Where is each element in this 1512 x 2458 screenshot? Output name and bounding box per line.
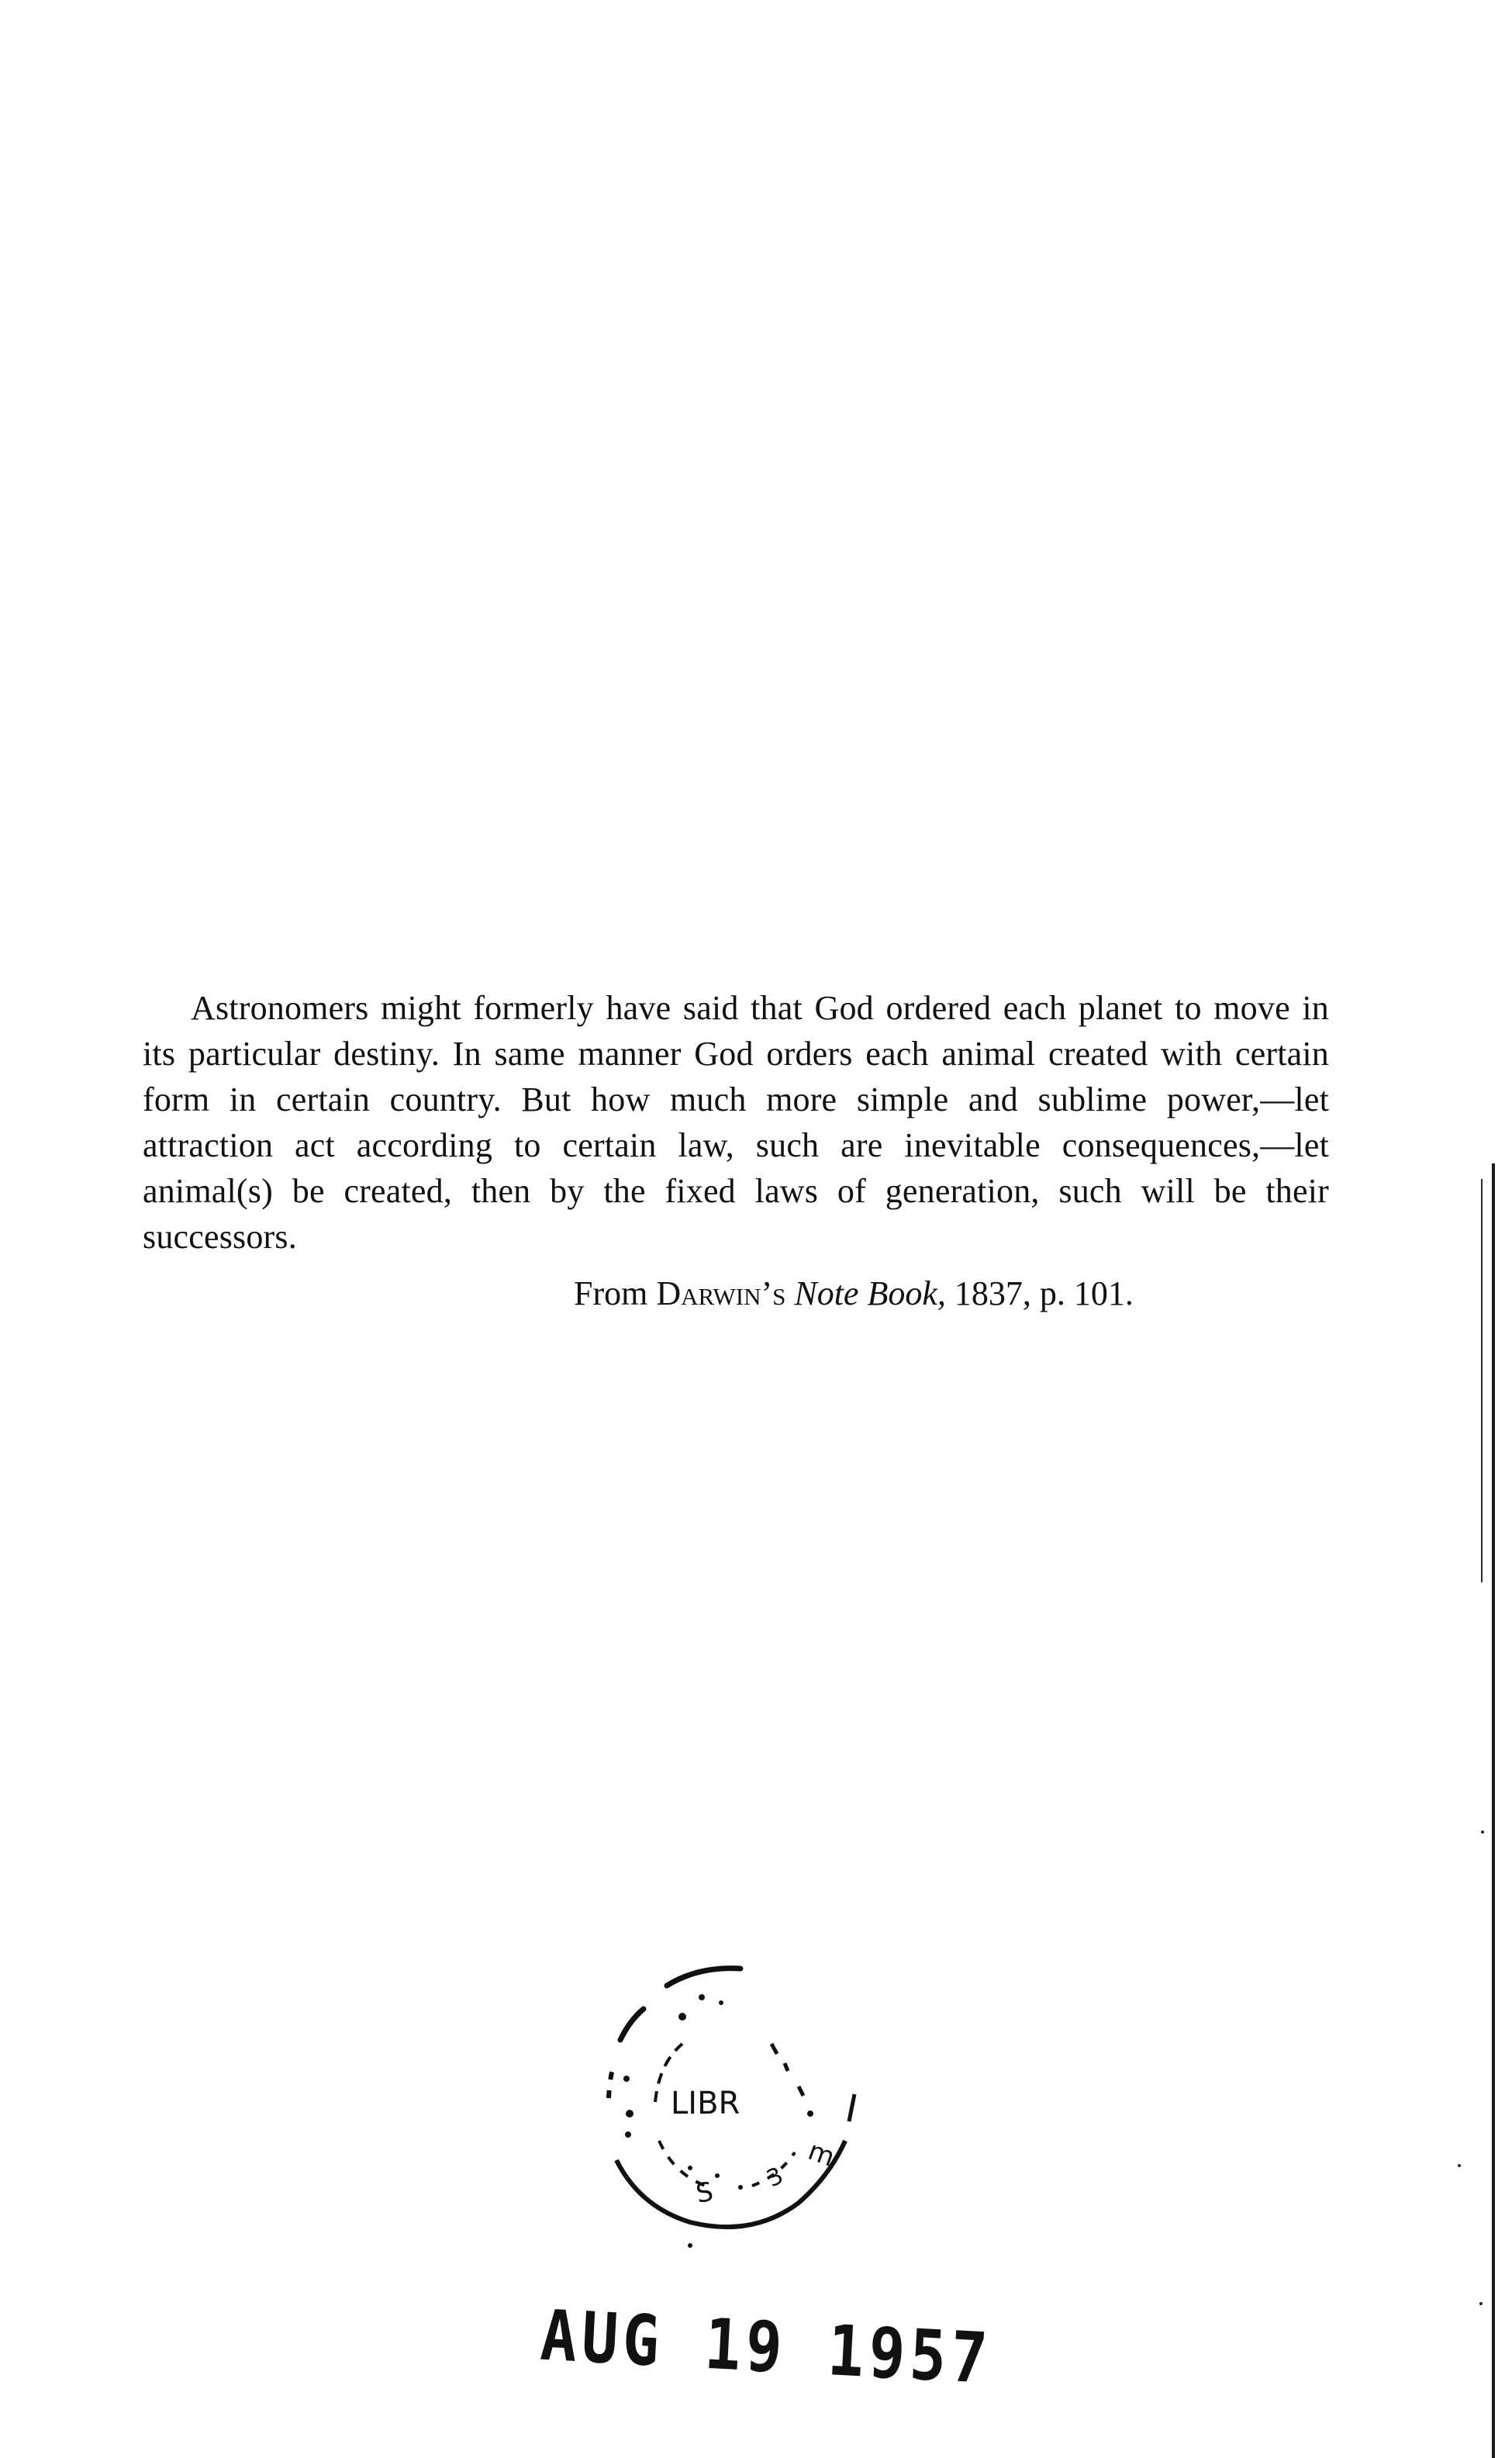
- library-stamp-graphic: [574, 1955, 884, 2265]
- attribution-author: Darwin’s: [656, 1274, 786, 1312]
- attribution-details: 1837, p. 101.: [954, 1274, 1134, 1312]
- epigraph-attribution: [143, 1270, 1329, 1316]
- svg-text:LIBR: LIBR: [671, 2086, 740, 2121]
- svg-text:S: S: [693, 2176, 716, 2210]
- scan-speck: [1479, 2302, 1483, 2305]
- page-edge-line: [1492, 1163, 1495, 2458]
- epigraph: [143, 985, 1329, 1316]
- date-stamp: AUG 19 1957: [538, 2296, 994, 2400]
- scan-speck: [1458, 2164, 1461, 2167]
- epigraph-text: Astronomers might formerly have said that God ordered each planet to move in its particular destiny. In same manner God orders each animal created with certain form in certain country. But how much more simple and sublime power,—let attraction act according to certain law, such are inevitable consequences,—let animal(s) be created, then by the fixed laws of generation, such will be their successors.: [143, 989, 1329, 1256]
- attribution-prefix: From: [574, 1274, 648, 1312]
- svg-text:3: 3: [762, 2162, 788, 2194]
- svg-text:m: m: [803, 2135, 839, 2173]
- library-stamp: [574, 1955, 884, 2265]
- page-edge-line-thin: [1481, 1179, 1483, 1582]
- attribution-title: Note Book,: [794, 1274, 946, 1312]
- scan-speck: [1481, 1831, 1484, 1834]
